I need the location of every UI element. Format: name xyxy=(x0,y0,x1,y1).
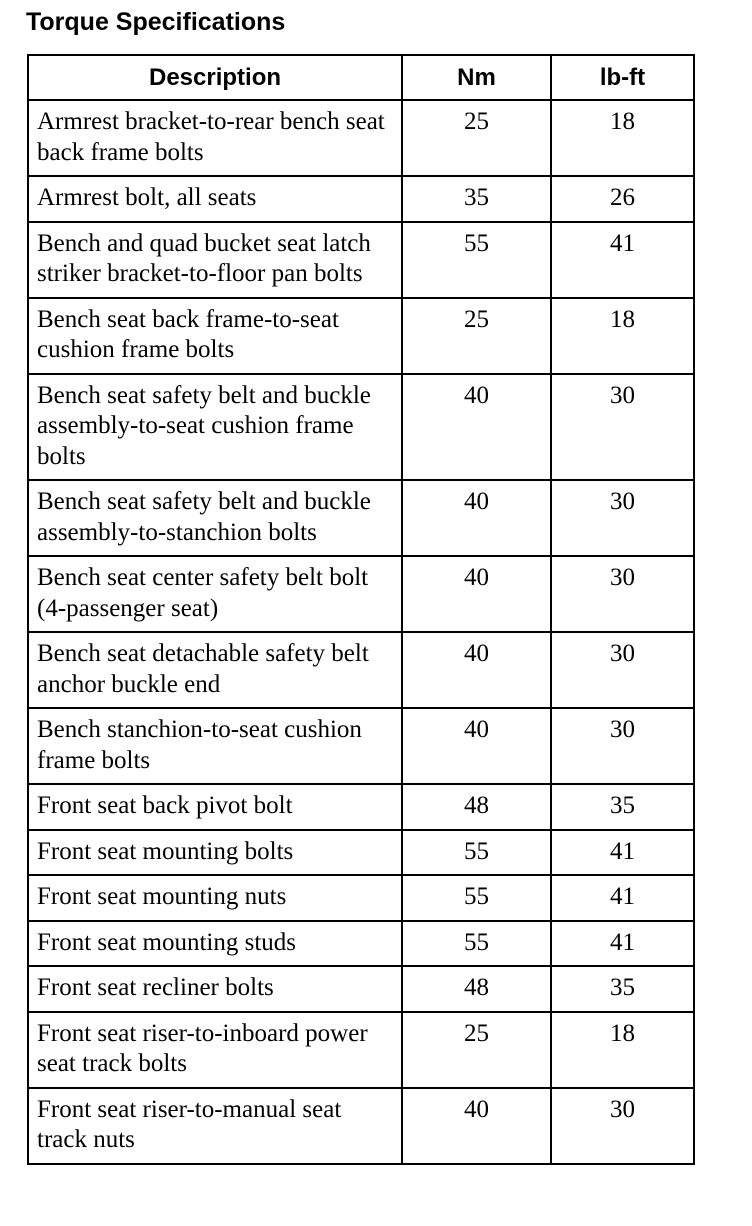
row-nm-value: 40 xyxy=(402,632,551,708)
row-description: Front seat mounting studs xyxy=(28,921,402,967)
row-nm-value: 55 xyxy=(402,875,551,921)
row-nm-value: 48 xyxy=(402,784,551,830)
table-row xyxy=(28,875,694,921)
row-lbft-value: 26 xyxy=(551,176,694,222)
row-nm-value: 40 xyxy=(402,556,551,632)
row-lbft-value: 30 xyxy=(551,556,694,632)
row-description: Front seat mounting bolts xyxy=(28,830,402,876)
row-description: Bench stanchion-to-seat cushion frame bolts xyxy=(28,708,402,784)
row-description: Front seat mounting nuts xyxy=(28,875,402,921)
row-lbft-value: 35 xyxy=(551,784,694,830)
table-row xyxy=(28,708,694,784)
row-nm-value: 40 xyxy=(402,708,551,784)
row-description: Bench seat center safety belt bolt (4-passenger seat) xyxy=(28,556,402,632)
table-body xyxy=(28,100,694,1164)
row-description: Front seat riser-to-inboard power seat track bolts xyxy=(28,1012,402,1088)
row-description: Armrest bracket-to-rear bench seat back frame bolts xyxy=(28,100,402,176)
row-lbft-value: 30 xyxy=(551,708,694,784)
row-lbft-value: 18 xyxy=(551,1012,694,1088)
row-lbft-value: 41 xyxy=(551,921,694,967)
row-lbft-value: 30 xyxy=(551,374,694,481)
table-row xyxy=(28,632,694,708)
row-nm-value: 25 xyxy=(402,298,551,374)
torque-spec-table xyxy=(27,54,695,1165)
table-row xyxy=(28,556,694,632)
table-row xyxy=(28,298,694,374)
table-header-row xyxy=(28,55,694,100)
row-lbft-value: 30 xyxy=(551,632,694,708)
row-description: Bench seat safety belt and buckle assembly-to-stanchion bolts xyxy=(28,480,402,556)
table-row xyxy=(28,374,694,481)
row-nm-value: 55 xyxy=(402,921,551,967)
row-description: Front seat back pivot bolt xyxy=(28,784,402,830)
header-nm: Nm xyxy=(402,55,551,100)
row-description: Bench seat detachable safety belt anchor buckle end xyxy=(28,632,402,708)
header-description: Description xyxy=(28,55,402,100)
row-description: Bench and quad bucket seat latch striker bracket-to-floor pan bolts xyxy=(28,222,402,298)
row-description: Bench seat safety belt and buckle assembly-to-seat cushion frame bolts xyxy=(28,374,402,481)
header-lbft: lb-ft xyxy=(551,55,694,100)
row-lbft-value: 18 xyxy=(551,298,694,374)
row-description: Bench seat back frame-to-seat cushion frame bolts xyxy=(28,298,402,374)
row-lbft-value: 18 xyxy=(551,100,694,176)
table-row xyxy=(28,176,694,222)
table-row xyxy=(28,1088,694,1164)
row-lbft-value: 30 xyxy=(551,1088,694,1164)
row-nm-value: 40 xyxy=(402,374,551,481)
row-lbft-value: 30 xyxy=(551,480,694,556)
row-description: Front seat riser-to-manual seat track nuts xyxy=(28,1088,402,1164)
row-description: Front seat recliner bolts xyxy=(28,966,402,1012)
table-row xyxy=(28,830,694,876)
row-nm-value: 35 xyxy=(402,176,551,222)
row-lbft-value: 41 xyxy=(551,222,694,298)
table-row xyxy=(28,784,694,830)
page-title: Torque Specifications xyxy=(26,8,286,36)
table-row xyxy=(28,100,694,176)
table-row xyxy=(28,222,694,298)
table-row xyxy=(28,921,694,967)
table-row xyxy=(28,1012,694,1088)
row-lbft-value: 35 xyxy=(551,966,694,1012)
table-row xyxy=(28,966,694,1012)
row-nm-value: 25 xyxy=(402,100,551,176)
row-nm-value: 48 xyxy=(402,966,551,1012)
row-nm-value: 55 xyxy=(402,222,551,298)
row-nm-value: 55 xyxy=(402,830,551,876)
row-nm-value: 25 xyxy=(402,1012,551,1088)
row-description: Armrest bolt, all seats xyxy=(28,176,402,222)
row-nm-value: 40 xyxy=(402,1088,551,1164)
row-lbft-value: 41 xyxy=(551,830,694,876)
table-row xyxy=(28,480,694,556)
row-nm-value: 40 xyxy=(402,480,551,556)
row-lbft-value: 41 xyxy=(551,875,694,921)
